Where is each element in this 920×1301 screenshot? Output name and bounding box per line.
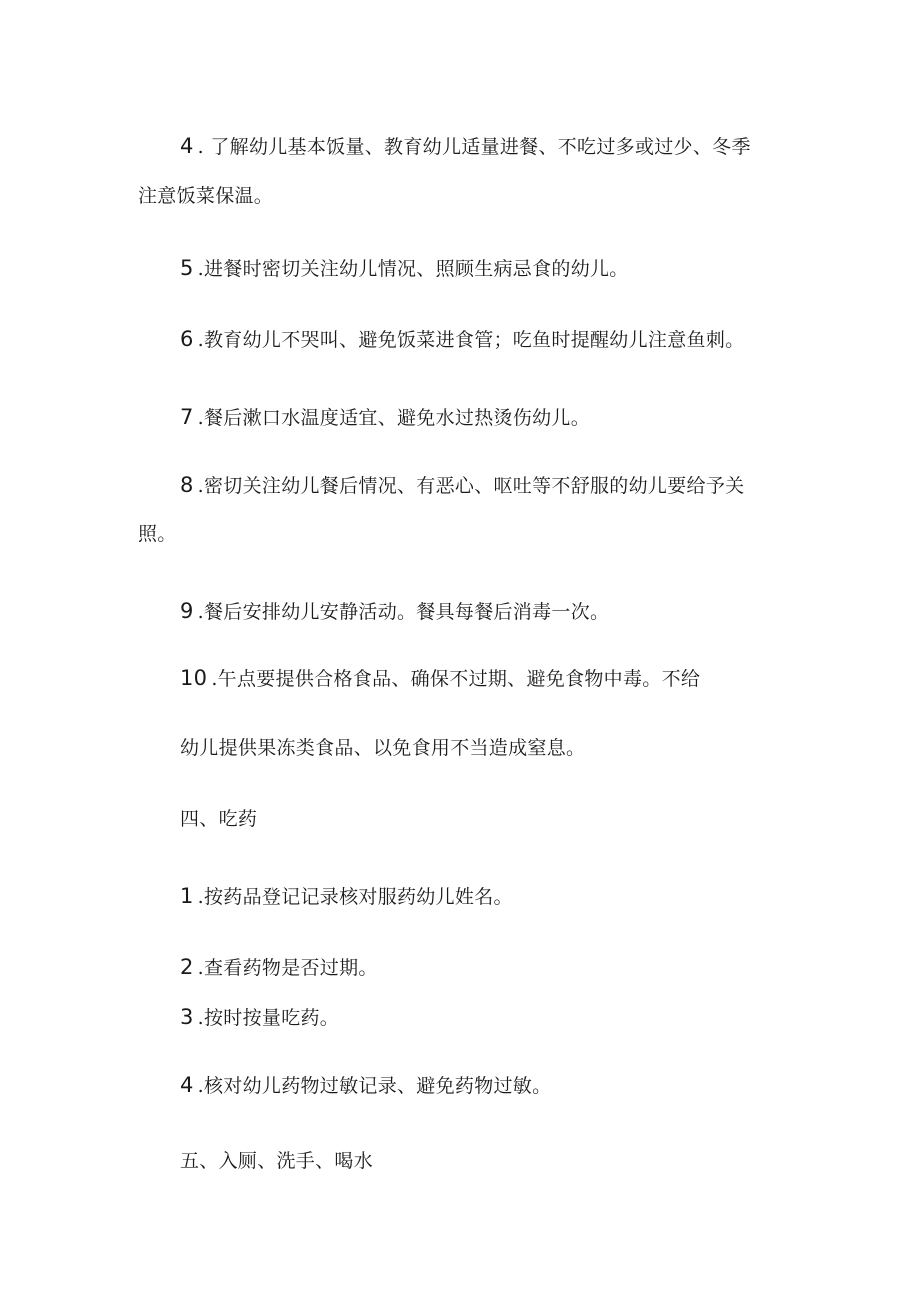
item-number: 5: [180, 256, 194, 280]
item-number: 7: [180, 405, 194, 429]
item-text: 照。: [138, 523, 177, 545]
item-text: .进餐时密切关注幼儿情况、照顾生病忌食的幼儿。: [197, 258, 629, 280]
section-heading-text: 四、吃药: [180, 808, 258, 830]
list-item-continuation: [138, 522, 177, 546]
list-item-continuation: [138, 184, 273, 208]
item-number: 2: [180, 955, 194, 979]
list-item: [180, 1073, 551, 1098]
list-item: [180, 134, 751, 159]
list-item: [180, 955, 378, 980]
item-text: .核对幼儿药物过敏记录、避免药物过敏。: [197, 1075, 552, 1097]
section-heading-toilet: [180, 1149, 373, 1173]
item-number: 4: [180, 1073, 194, 1097]
section-heading-medicine: [180, 807, 257, 831]
list-item: [180, 473, 744, 498]
list-item: [180, 405, 590, 430]
item-number: 6: [180, 327, 194, 351]
list-item: [180, 256, 629, 281]
item-text: .按时按量吃药。: [197, 1007, 340, 1029]
item-text: . 了解幼儿基本饭量、教育幼儿适量进餐、不吃过多或过少、冬季: [197, 136, 751, 158]
item-number: 4: [180, 134, 194, 158]
item-number: 10: [180, 666, 208, 690]
item-text: .餐后安排幼儿安静活动。餐具每餐后消毒一次。: [197, 601, 610, 623]
list-item: [180, 327, 744, 352]
item-text: .教育幼儿不哭叫、避免饭菜进食管；吃鱼时提醒幼儿注意鱼刺。: [197, 329, 745, 351]
item-number: 8: [180, 473, 194, 497]
item-text: 注意饭菜保温。: [138, 185, 274, 207]
item-number: 9: [180, 599, 194, 623]
item-text: .按药品登记记录核对服药幼儿姓名。: [197, 886, 513, 908]
item-text: .密切关注幼儿餐后情况、有恶心、呕吐等不舒服的幼儿要给予关: [197, 475, 745, 497]
list-item: [180, 1005, 339, 1030]
item-text: .查看药物是否过期。: [197, 957, 378, 979]
section-heading-text: 五、入厕、洗手、喝水: [180, 1150, 374, 1172]
item-text: 幼儿提供果冻类食品、以免食用不当造成窒息。: [180, 737, 586, 759]
list-item: [180, 884, 513, 909]
item-text: .午点要提供合格食品、确保不过期、避免食物中毒。不给: [211, 668, 701, 690]
list-item: [180, 666, 700, 691]
item-number: 1: [180, 884, 194, 908]
list-item-continuation: [180, 736, 585, 760]
list-item: [180, 599, 609, 624]
item-text: .餐后漱口水温度适宜、避免水过热烫伤幼儿。: [197, 407, 591, 429]
item-number: 3: [180, 1005, 194, 1029]
